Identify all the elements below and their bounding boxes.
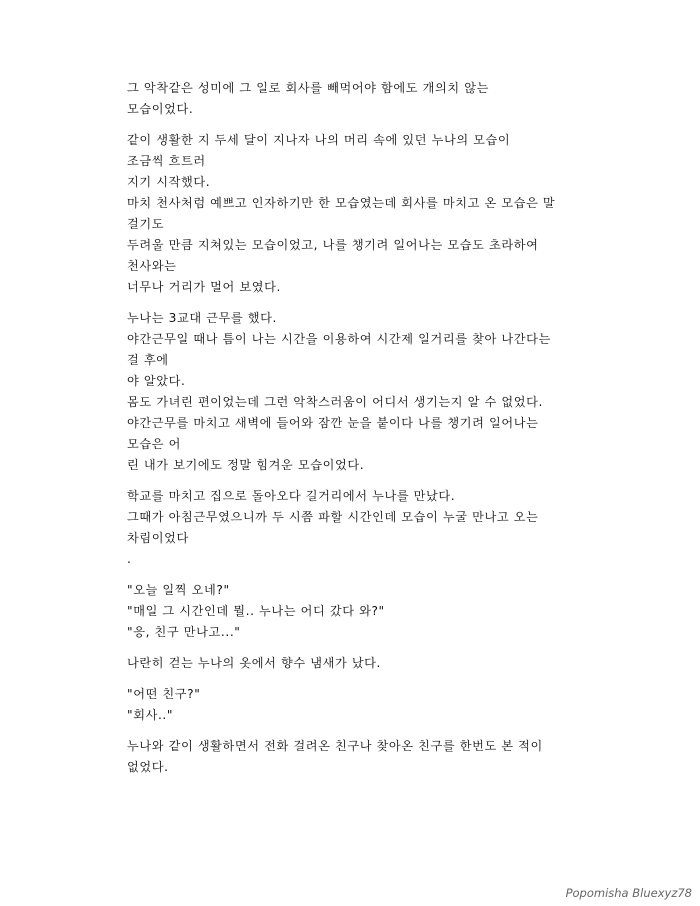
paragraph — [127, 486, 587, 570]
text-line: 야간근무를 마치고 새벽에 들어와 잠깐 눈을 붙이다 나를 챙기려 일어나는 — [127, 416, 539, 430]
text-line: 누나와 같이 생활하면서 전화 걸려온 친구나 찾아온 친구를 한번도 본 적이 — [127, 739, 543, 753]
text-line: 나란히 걷는 누나의 옷에서 향수 냄새가 났다. — [127, 656, 382, 670]
text-line: 야간근무일 때나 틈이 나는 시간을 이용하여 시간제 일거리를 찾아 나간다는 — [127, 332, 551, 346]
text-line: 마치 천사처럼 예쁘고 인자하기만 한 모습였는데 회사를 마치고 온 모습은 말 — [127, 196, 556, 210]
text-line: . — [127, 552, 132, 566]
paragraph — [127, 653, 587, 674]
watermark-credit: Popomisha Bluexyz78 — [565, 886, 692, 900]
text-line: 그때가 아침근무였으니까 두 시쯤 파할 시간인데 모습이 누굴 만나고 오는 — [127, 510, 539, 524]
text-line: 모습이었다. — [127, 102, 194, 116]
text-line: "회사.." — [127, 708, 174, 722]
text-line: 걸 후에 — [127, 353, 169, 367]
text-line: "어떤 친구?" — [127, 687, 201, 701]
paragraph — [127, 78, 587, 120]
text-line: 없었다. — [127, 760, 169, 774]
paragraph — [127, 736, 587, 778]
paragraph — [127, 684, 587, 726]
text-line: 몸도 가녀린 편이었는데 그런 악착스러움이 어디서 생기는지 알 수 없었다. — [127, 395, 543, 409]
document-body — [127, 78, 587, 788]
text-line: 지기 시작했다. — [127, 175, 211, 189]
text-line: 너무나 거리가 멀어 보였다. — [127, 280, 282, 294]
text-line: 모습은 어 — [127, 437, 181, 451]
text-line: 같이 생활한 지 두세 달이 지나자 나의 머리 속에 있던 누나의 모습이 — [127, 133, 511, 147]
text-line: 차림이었다 — [127, 531, 189, 545]
text-line: 천사와는 — [127, 259, 177, 273]
paragraph — [127, 580, 587, 643]
text-line: 린 내가 보기에도 정말 힘겨운 모습이었다. — [127, 458, 365, 472]
text-line: 걸기도 — [127, 217, 165, 231]
text-line: 조금씩 흐트러 — [127, 154, 206, 168]
text-line: "오늘 일찍 오네?" — [127, 583, 230, 597]
text-line: 야 알았다. — [127, 374, 186, 388]
text-line: "매일 그 시간인데 뭘.. 누나는 어디 갔다 와?" — [127, 604, 385, 618]
text-line: 누나는 3교대 근무를 했다. — [127, 311, 277, 325]
text-line: 학교를 마치고 집으로 돌아오다 길거리에서 누나를 만났다. — [127, 489, 456, 503]
text-line: "응, 친구 만나고..." — [127, 625, 241, 639]
text-line: 그 악착같은 성미에 그 일로 회사를 빼먹어야 함에도 개의치 않는 — [127, 81, 489, 95]
paragraph — [127, 130, 587, 298]
paragraph — [127, 308, 587, 476]
text-line: 두려울 만큼 지쳐있는 모습이었고, 나를 챙기려 일어나는 모습도 초라하여 — [127, 238, 539, 252]
